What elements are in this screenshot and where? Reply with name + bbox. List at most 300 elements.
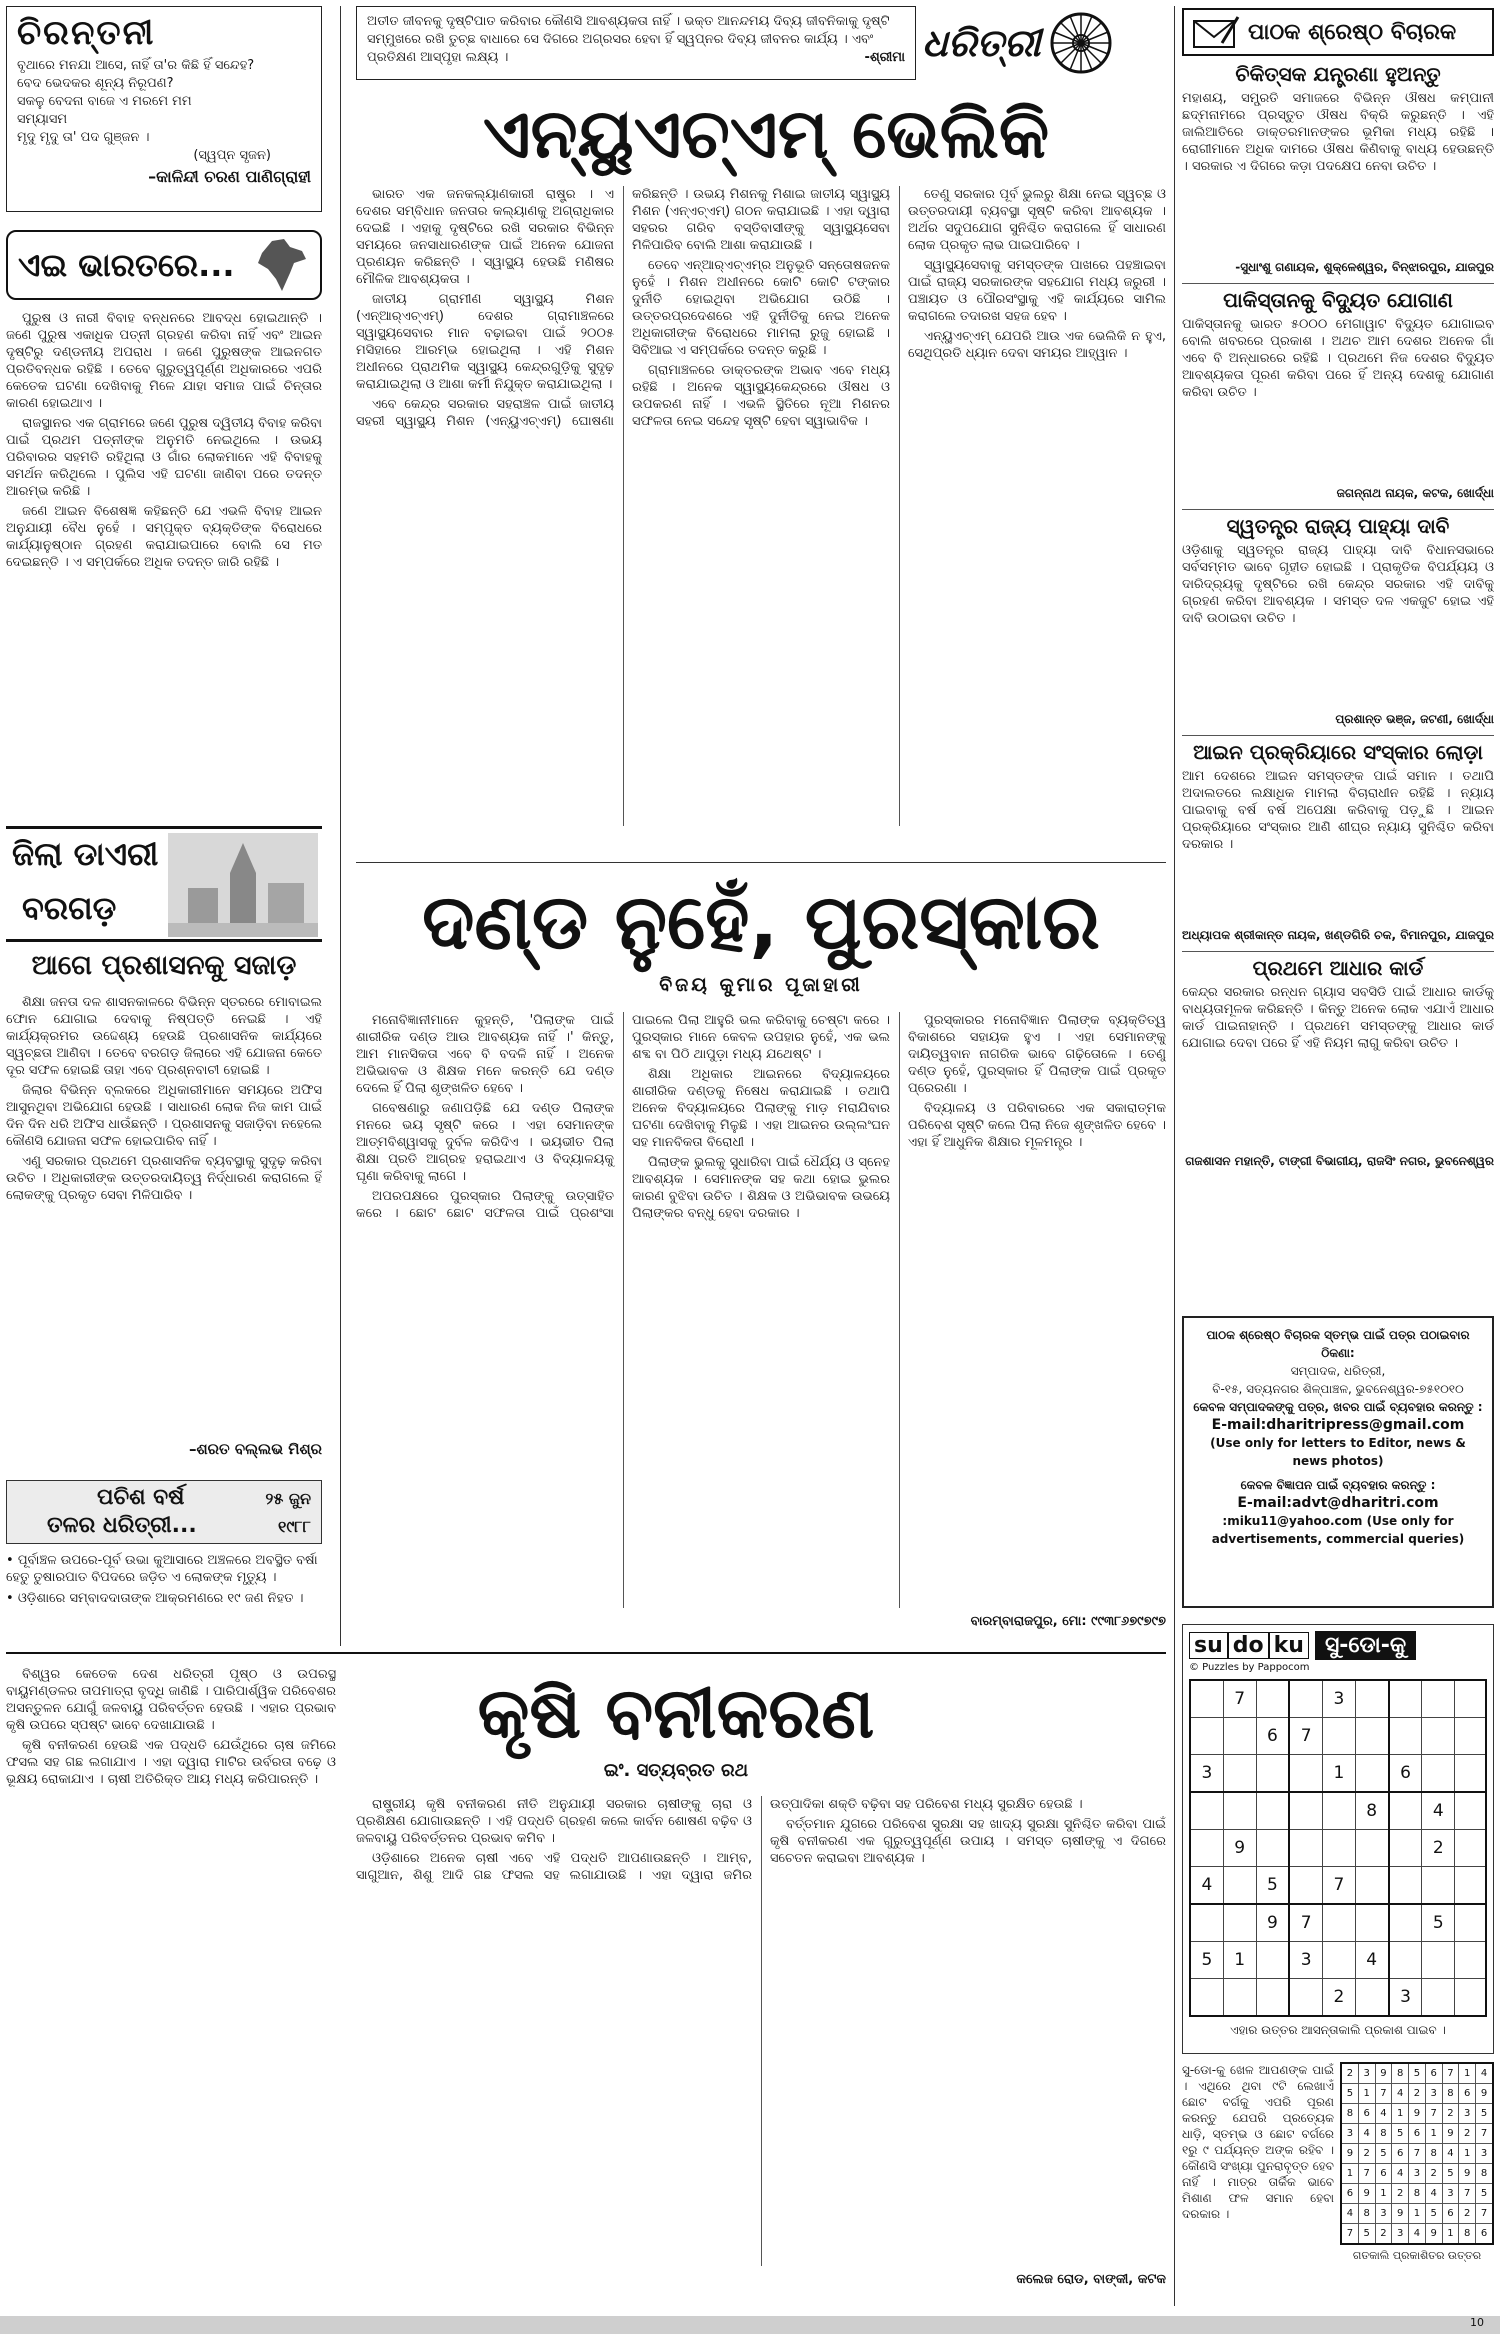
- solution-label: ଗତକାଲି ପ୍ରକାଶିତର ଉତ୍ତର: [1352, 2249, 1482, 2262]
- logo-text: ଧରିତ୍ରୀ: [922, 20, 1041, 65]
- paragraph: ଶିକ୍ଷା ଅଧିକାର ଆଇନରେ ବିଦ୍ୟାଳୟରେ ଶାରୀରିକ ଦଣ୍ଡକୁ ନିଷେଧ କରାଯାଇଛି । ତଥାପି ଅନେକ ବିଦ୍ୟାଳୟରେ ପିଲାଙ୍କୁ ମାଡ଼ ମରାଯିବାର ଘଟଣା ଦେଖିବାକୁ ମିଳୁଛି । ଏହା ଆଇନର ଉଲ୍ଲଂଘନ ସହ ମାନବିକତା ବିରୋଧୀ ।: [632, 1067, 890, 1150]
- letter-item: [1182, 62, 1494, 275]
- address-line: ବି-୧୫, ସତ୍ୟନଗର ଶିଳ୍ପାଞ୍ଚଳ, ଭୁବନେଶ୍ୱର-୭୫୧୦୧୦: [1212, 1382, 1464, 1396]
- solution-cell: 6: [1459, 2084, 1476, 2104]
- sudoku-cell: [1190, 1979, 1223, 2017]
- solution-cell: 8: [1442, 2084, 1459, 2104]
- sudoku-cell: 4: [1422, 1792, 1455, 1830]
- sudoku-cell: 6: [1256, 1718, 1289, 1755]
- solution-cell: 3: [1442, 2184, 1459, 2204]
- solution-cell: 2: [1409, 2084, 1426, 2104]
- poem-line: ବୃଥାରେ ମନଯା ଆସେ, ନାହିଁ ତା'ର କିଛି ହିଁ ସନ୍ଦେହ?: [17, 58, 255, 73]
- pachisa-year: ୧୯୮୮: [278, 1517, 311, 1536]
- sudoku-header: [1189, 1631, 1487, 1660]
- sudoku-cell: [1190, 1904, 1223, 1942]
- solution-cell: 2: [1459, 2124, 1476, 2144]
- solution-cell: 7: [1459, 2184, 1476, 2204]
- danda-author: ବିଜୟ କୁମାର ପୂଜାହାରୀ: [659, 974, 863, 996]
- solution-cell: 8: [1459, 2224, 1476, 2245]
- sudoku-cell: [1455, 1755, 1486, 1793]
- sudoku-cell: [1422, 1979, 1455, 2017]
- solution-cell: 4: [1392, 2084, 1409, 2104]
- solution-cell: 7: [1358, 2164, 1375, 2184]
- address-line: ସମ୍ପାଦକ, ଧରିତ୍ରୀ,: [1290, 1364, 1386, 1378]
- sudoku-cell: [1323, 1830, 1356, 1867]
- solution-cell: 7: [1476, 2124, 1493, 2144]
- solution-cell: 9: [1409, 2104, 1426, 2124]
- sudoku-cell: [1223, 1867, 1256, 1905]
- sudoku-logo-part: do: [1228, 1632, 1269, 1659]
- sudoku-cell: 9: [1223, 1830, 1256, 1867]
- pachisa-banner: [6, 1480, 322, 1544]
- bullet-item: • ଓଡ଼ିଶାରେ ସମ୍ବାଦଦାତାଙ୍କ ଆକ୍ରମଣରେ ୧୯ ଜଣ ନିହତ ।: [6, 1591, 304, 1606]
- zilla-diary-title: ଜିଲା ଡାଏରୀ: [12, 835, 159, 873]
- sudoku-cell: [1355, 1979, 1388, 2017]
- pachisa-date: ୨୫ ଜୁନ: [265, 1489, 311, 1508]
- sudoku-cell: [1223, 1792, 1256, 1830]
- sudoku-cell: [1389, 1904, 1422, 1942]
- paragraph: ଓଡ଼ିଶାରେ ଅନେକ ଚାଷୀ ଏବେ ଏହି ପଦ୍ଧତି ଆପଣାଉଛନ୍ତି । ଆମ୍ବ, ସାଗୁଆନ, ଶିଶୁ ଆଦି ଗଛ ଫସଲ ସହ ଲଗାଯାଉଛି । ଏହା ଦ୍ୱାରା ଜମିର ଉତ୍ପାଦିକା ଶକ୍ତି ବଢ଼ିବା ସହ ପରିବେଶ ମଧ୍ୟ ସୁରକ୍ଷିତ ହେଉଛି ।: [356, 1797, 1083, 1883]
- sudoku-cell: [1190, 1830, 1223, 1867]
- solution-cell: 9: [1425, 2224, 1442, 2245]
- paragraph: ଭାରତ ଏକ ଜନକଲ୍ୟାଣକାରୀ ରାଷ୍ଟ୍ର । ଏ ଦେଶର ସମ୍ବିଧାନ ଜନତାର କଲ୍ୟାଣକୁ ଅଗ୍ରାଧିକାର ଦେଇଛି । ଏହାକୁ ଦୃଷ୍ଟିରେ ରଖି ସରକାର ବିଭିନ୍ନ ସମୟରେ ଜନସାଧାରଣଙ୍କ ପାଇଁ ଅନେକ ଯୋଜନା ପ୍ରଣୟନ କରିଛନ୍ତି । ସ୍ୱାସ୍ଥ୍ୟ ହେଉଛି ମଣିଷର ମୌଳିକ ଆବଶ୍ୟକତା ।: [356, 187, 614, 287]
- bottom-band: [0, 2316, 1500, 2334]
- poem-line: ବେଦ ଭେଦକର ଶୂନ୍ୟ ନିରୂପଣ?: [17, 76, 174, 91]
- sudoku-cell: [1223, 1718, 1256, 1755]
- sudoku-cell: [1455, 1942, 1486, 1979]
- paragraph: ଏନ୍‌ୟୁଏଚ୍‌ଏମ୍ ଯେପରି ଆଉ ଏକ ଭେଲିକି ନ ହୁଏ, ସେଥିପ୍ରତି ଧ୍ୟାନ ଦେବା ସମୟର ଆହ୍ୱାନ ।: [908, 329, 1166, 361]
- sudoku-note: ଏହାର ଉତ୍ତର ଆସନ୍ତାକାଲି ପ୍ରକାଶ ପାଇବ ।: [1230, 2023, 1446, 2037]
- solution-cell: 2: [1442, 2104, 1459, 2124]
- sudoku-cell: [1455, 1792, 1486, 1830]
- paragraph: କୃଷି ବନୀକରଣ ହେଉଛି ଏକ ପଦ୍ଧତି ଯେଉଁଥିରେ ଚାଷ ଜମିରେ ଫସଲ ସହ ଗଛ ଲଗାଯାଏ । ଏହା ଦ୍ୱାରା ମାଟିର ଉର୍ବରତା ବଢ଼େ ଓ ଭୂକ୍ଷୟ ରୋକାଯାଏ । ଚାଷୀ ଅତିରିକ୍ତ ଆୟ ମଧ୍ୟ କରିପାରନ୍ତି ।: [6, 1738, 336, 1787]
- section-rule: [356, 862, 1166, 863]
- grid-row: [1190, 1792, 1486, 1830]
- sudoku-cell: [1455, 1680, 1486, 1718]
- sudoku-cell: 4: [1355, 1942, 1388, 1979]
- solution-cell: 3: [1392, 2224, 1409, 2245]
- solution-cell: 5: [1476, 2104, 1493, 2124]
- grid-row: [1341, 2124, 1493, 2144]
- sudoku-box: [1182, 1624, 1494, 2054]
- sudoku-cell: [1190, 1718, 1223, 1755]
- pathaka-title: ପାଠକ ଶ୍ରେଷ୍ଠ ବିଚାରକ: [1248, 19, 1457, 45]
- solution-cell: 8: [1358, 2204, 1375, 2224]
- letter-headline: ଆଇନ ପ୍ରକ୍ରିୟାରେ ସଂସ୍କାର ଲୋଡ଼ା: [1193, 740, 1483, 764]
- danda-body: [356, 1012, 1166, 1608]
- solution-cell: 3: [1358, 2063, 1375, 2084]
- grid-row: [1190, 1867, 1486, 1905]
- zilla-diary-banner: [6, 826, 322, 942]
- editor-email[interactable]: E-mail:dharitripress@gmail.com: [1211, 1417, 1465, 1433]
- solution-cell: 8: [1476, 2164, 1493, 2184]
- sudoku-cell: [1355, 1718, 1388, 1755]
- solution-cell: 1: [1375, 2184, 1392, 2204]
- solution-cell: 7: [1442, 2063, 1459, 2084]
- advt-email-alt[interactable]: :miku11@yahoo.com (Use only for: [1222, 1514, 1454, 1528]
- sudoku-cell: [1422, 1867, 1455, 1905]
- sudoku-cell: 4: [1190, 1867, 1223, 1905]
- krushi-author: ଇଂ. ସତ୍ୟବ୍ରତ ରଥ: [603, 1760, 749, 1781]
- sudoku-cell: 2: [1323, 1979, 1356, 2017]
- solution-cell: 7: [1375, 2084, 1392, 2104]
- sudoku-cell: 7: [1289, 1904, 1322, 1942]
- pathaka-banner: [1182, 8, 1494, 56]
- grid-row: [1341, 2184, 1493, 2204]
- danda-headline: ଦଣ୍ଡ ନୁହେଁ, ପୁରସ୍କାର: [422, 877, 1100, 966]
- ei-bharatare-banner: [6, 230, 322, 300]
- solution-cell: 7: [1341, 2224, 1358, 2245]
- sudoku-cell: [1289, 1867, 1322, 1905]
- paragraph: ବର୍ତ୍ତମାନ ଯୁଗରେ ପରିବେଶ ସୁରକ୍ଷା ସହ ଖାଦ୍ୟ ସୁରକ୍ଷା ସୁନିଶ୍ଚିତ କରିବା ପାଇଁ କୃଷି ବନୀକରଣ ଏକ ଗୁରୁତ୍ୱପୂର୍ଣ୍ଣ ଉପାୟ । ସମସ୍ତ ଚାଷୀଙ୍କୁ ଏ ଦିଗରେ ସଚେତନ କରାଇବା ଆବଶ୍ୟକ ।: [770, 1817, 1166, 1866]
- solution-cell: 6: [1442, 2204, 1459, 2224]
- paragraph: ତେଣୁ ସରକାର ପୂର୍ବ ଭୁଲରୁ ଶିକ୍ଷା ନେଇ ସ୍ୱଚ୍ଛ ଓ ଉତ୍ତରଦାୟୀ ବ୍ୟବସ୍ଥା ସୃଷ୍ଟି କରିବା ଆବଶ୍ୟକ । ଅର୍ଥର ସଦୁପଯୋଗ ସୁନିଶ୍ଚିତ କରାଗଲେ ହିଁ ସାଧାରଣ ଲୋକ ପ୍ରକୃତ ଲାଭ ପାଇପାରିବେ ।: [908, 187, 1166, 253]
- paragraph: ଏଣୁ ସରକାର ପ୍ରଥମେ ପ୍ରଶାସନିକ ବ୍ୟବସ୍ଥାକୁ ସୁଦୃଢ଼ କରିବା ଉଚିତ । ଅଧିକାରୀଙ୍କ ଉତ୍ତରଦାୟିତ୍ୱ ନିର୍ଦ୍ଧାରଣ କରାଗଲେ ହିଁ ଲୋକଙ୍କୁ ପ୍ରକୃତ ସେବା ମିଳିପାରିବ ।: [6, 1154, 322, 1203]
- paragraph: ଏବେ କେନ୍ଦ୍ର ସରକାର ସହରାଞ୍ଚଳ ପାଇଁ ଜାତୀୟ ସହରୀ ସ୍ୱାସ୍ଥ୍ୟ ମିଶନ (ଏନ୍‌ୟୁଏଚ୍‌ଏମ୍) ଘୋଷଣା କରିଛନ୍ତି । ଉଭୟ ମିଶନକୁ ମିଶାଇ ଜାତୀୟ ସ୍ୱାସ୍ଥ୍ୟ ମିଶନ (ଏନ୍‌ଏଚ୍‌ଏମ୍) ଗଠନ କରାଯାଇଛି । ଏହା ଦ୍ୱାରା ସହରର ଗରିବ ବସ୍ତିବାସୀଙ୍କୁ ସ୍ୱାସ୍ଥ୍ୟସେବା ମିଳିପାରିବ ବୋଲି ଆଶା କରାଯାଉଛି ।: [356, 187, 890, 429]
- pachisa-bullets: [6, 1552, 322, 1642]
- sudoku-cell: [1256, 1942, 1289, 1979]
- letter-item: [1182, 735, 1494, 943]
- paragraph: ରାଜସ୍ଥାନର ଏକ ଗ୍ରାମରେ ଜଣେ ପୁରୁଷ ଦ୍ୱିତୀୟ ବିବାହ କରିବା ପାଇଁ ପ୍ରଥମ ପତ୍ନୀଙ୍କ ଅନୁମତି ନେଇଥିଲେ । ଉଭୟ ପରିବାରର ସହମତି ରହିଥିଲା ଓ ଗାଁର ଲୋକମାନେ ଏହି ବିବାହକୁ ସମର୍ଥନ କରିଥିଲେ । ପୁଲିସ ଏହି ଘଟଣା ଜାଣିବା ପରେ ତଦନ୍ତ ଆରମ୍ଭ କରିଛି ।: [6, 416, 322, 499]
- grid-row: [1190, 1979, 1486, 2017]
- chakra-wheel-icon: [1049, 11, 1113, 75]
- grid-row: [1190, 1755, 1486, 1793]
- main-headline: ଏନ୍‌ୟୁଏଚ୍‌ଏମ୍ ଭେଲିକି: [482, 95, 1050, 174]
- quote-author: -ଶ୍ରୀମା: [864, 50, 905, 65]
- paragraph: ପୁରସ୍କାରର ମନୋବିଜ୍ଞାନ ପିଲାଙ୍କ ବ୍ୟକ୍ତିତ୍ୱ ବିକାଶରେ ସହାୟକ ହୁଏ । ଏହା ସେମାନଙ୍କୁ ଦାୟିତ୍ୱବାନ ନାଗରିକ ଭାବେ ଗଢ଼ିତୋଳେ । ତେଣୁ ଦଣ୍ଡ ନୁହେଁ, ପୁରସ୍କାର ହିଁ ପିଲାଙ୍କ ପାଇଁ ପ୍ରକୃତ ପ୍ରେରଣା ।: [908, 1013, 1166, 1096]
- solution-cell: 3: [1341, 2124, 1358, 2144]
- grid-row: [1190, 1904, 1486, 1942]
- grid-row: [1190, 1830, 1486, 1867]
- solution-cell: 2: [1358, 2144, 1375, 2164]
- grid-row: [1341, 2224, 1493, 2245]
- solution-cell: 6: [1425, 2063, 1442, 2084]
- sudoku-logo: [1189, 1632, 1309, 1659]
- letter-item: [1182, 283, 1494, 501]
- solution-cell: 1: [1392, 2104, 1409, 2124]
- bullet-item: • ପୂର୍ବାଞ୍ଚଳ ଉପରେ-ପୂର୍ବ ଉଭା କୁଆସାରେ ଅଞ୍ଚଳରେ ଅବସ୍ଥିତ ବର୍ଷା ହେତୁ ତୁଷାରପାତ ବିପଦରେ ଜଡ଼ିତ ଏ ଲୋକଙ୍କ ମୃତ୍ୟୁ ।: [6, 1553, 318, 1585]
- solution-cell: 8: [1425, 2144, 1442, 2164]
- solution-cell: 9: [1358, 2184, 1375, 2204]
- solution-grid: [1340, 2062, 1494, 2245]
- sudoku-cell: 1: [1223, 1942, 1256, 1979]
- solution-cell: 4: [1341, 2204, 1358, 2224]
- sudoku-cell: [1355, 1680, 1388, 1718]
- sudoku-cell: [1389, 1718, 1422, 1755]
- sudoku-cell: [1389, 1942, 1422, 1979]
- letter-headline: ପାକିସ୍ତାନକୁ ବିଦ୍ୟୁତ ଯୋଗାଣ: [1223, 288, 1453, 312]
- paragraph: ଜଣେ ଆଇନ ବିଶେଷଜ୍ଞ କହିଛନ୍ତି ଯେ ଏଭଳି ବିବାହ ଆଇନ ଅନୁଯାୟୀ ବୈଧ ନୁହେଁ । ସମ୍ପୃକ୍ତ ବ୍ୟକ୍ତିଙ୍କ ବିରୋଧରେ କାର୍ଯ୍ୟାନୁଷ୍ଠାନ ଗ୍ରହଣ କରାଯାଇପାରେ ବୋଲି ସେ ମତ ଦେଇଛନ୍ତି । ଏ ସମ୍ପର୍କରେ ଅଧିକ ତଦନ୍ତ ଜାରି ରହିଛି ।: [6, 504, 322, 570]
- solution-cell: 9: [1442, 2124, 1459, 2144]
- solution-cell: 1: [1459, 2144, 1476, 2164]
- poem-sub-credit: (ସ୍ୱପ୍ନ ସୃଜନ): [193, 148, 271, 163]
- address-note: advertisements, commercial queries): [1211, 1532, 1465, 1546]
- sudoku-cell: [1256, 1979, 1289, 2017]
- solution-cell: 6: [1358, 2104, 1375, 2124]
- poem-line: ମୃଦୁ ମୃଦୁ ତା' ପଦ ଗୁଞ୍ଜନ ।: [17, 130, 150, 145]
- solution-cell: 5: [1341, 2084, 1358, 2104]
- letter-headline: ସ୍ୱତନ୍ତ୍ର ରାଜ୍ୟ ପାହ୍ୟା ଦାବି: [1226, 514, 1450, 538]
- paragraph: ଜିଲାର ବିଭିନ୍ନ ବ୍ଲକରେ ଅଧିକାରୀମାନେ ସମୟରେ ଅଫିସ ଆସୁନଥିବା ଅଭିଯୋଗ ହେଉଛି । ସାଧାରଣ ଲୋକ ନିଜ କାମ ପାଇଁ ଦିନ ଦିନ ଧରି ଅଫିସ ଧାଉଁଛନ୍ତି । ପ୍ରଶାସନକୁ ସଜାଡ଼ିବା ନହେଲେ କୌଣସି ଯୋଜନା ସଫଳ ହୋଇପାରିବ ନାହିଁ ।: [6, 1083, 322, 1149]
- paragraph: ମନୋବିଜ୍ଞାନୀମାନେ କୁହନ୍ତି, 'ପିଲାଙ୍କ ପାଇଁ ଶାରୀରିକ ଦଣ୍ଡ ଆଉ ଆବଶ୍ୟକ ନାହିଁ ।' କିନ୍ତୁ, ଆମ ମାନସିକତା ଏବେ ବି ବଦଳି ନାହିଁ । ଅନେକ ଅଭିଭାବକ ଓ ଶିକ୍ଷକ ମନେ କରନ୍ତି ଯେ ଦଣ୍ଡ ଦେଲେ ହିଁ ପିଲା ଶୃଙ୍ଖଳିତ ହେବେ ।: [356, 1013, 614, 1096]
- grid-row: [1190, 1942, 1486, 1979]
- solution-cell: 1: [1409, 2204, 1426, 2224]
- chirantani-title: ଚିରନ୍ତନୀ: [17, 13, 156, 53]
- grid-row: [1341, 2063, 1493, 2084]
- solution-cell: 6: [1341, 2184, 1358, 2204]
- sudoku-solution: [1340, 2062, 1494, 2302]
- solution-cell: 5: [1476, 2184, 1493, 2204]
- solution-cell: 7: [1425, 2104, 1442, 2124]
- sudoku-cell: 5: [1256, 1867, 1289, 1905]
- page-number: 10: [1470, 2316, 1484, 2329]
- sudoku-cell: [1323, 1792, 1356, 1830]
- sudoku-logo-part: ku: [1269, 1632, 1309, 1659]
- sudoku-rules: ସୁ-ଡୋ-କୁ ଖେଳ ଆପଣଙ୍କ ପାଇଁ । ଏଥିରେ ଥିବା ୯ଟି ଲେଖାଏଁ ଛୋଟ ବର୍ଗକୁ ଏପରି ପୂରଣ କରନ୍ତୁ ଯେପରି ପ୍ରତ୍ୟେକ ଧାଡ଼ି, ସ୍ତମ୍ଭ ଓ ଛୋଟ ବର୍ଗରେ ୧ରୁ ୯ ପର୍ଯ୍ୟନ୍ତ ଅଙ୍କ ରହିବ । କୌଣସି ସଂଖ୍ୟା ପୁନରାବୃତ୍ତ ହେବ ନାହିଁ । ମାତ୍ର ତାର୍କିକ ଭାବେ ମିଶାଣ ଫଳ ସମାନ ହେବା ଦରକାର ।: [1182, 2063, 1334, 2221]
- column-rule: [1174, 6, 1175, 2306]
- sudoku-cell: [1455, 1979, 1486, 2017]
- grid-row: [1190, 1680, 1486, 1718]
- ei-bharatare-title: ଏଇ ଭାରତରେ...: [18, 245, 235, 284]
- pachisa-title-2: ତଳର ଧରିତ୍ରୀ...: [47, 1513, 197, 1538]
- solution-cell: 4: [1442, 2144, 1459, 2164]
- solution-cell: 6: [1476, 2224, 1493, 2245]
- solution-cell: 7: [1476, 2204, 1493, 2224]
- solution-cell: 3: [1425, 2084, 1442, 2104]
- letter-signature: ଗଜଶାସନ ମହାନ୍ତି, ଟାଙ୍ଗୀ ବିଭାଗୀୟ, ରାଜସିଂ ନଗର, ଭୁବନେଶ୍ୱର: [1185, 1154, 1494, 1168]
- sudoku-cell: 7: [1223, 1680, 1256, 1718]
- paragraph: ବିଦ୍ୟାଳୟ ଓ ପରିବାରରେ ଏକ ସକାରାତ୍ମକ ପରିବେଶ ସୃଷ୍ଟି କଲେ ପିଲା ନିଜେ ଶୃଙ୍ଖଳିତ ହେବେ । ଏହା ହିଁ ଆଧୁନିକ ଶିକ୍ଷାର ମୂଳମନ୍ତ୍ର ।: [908, 1101, 1166, 1150]
- letter-headline: ପ୍ରଥମେ ଆଧାର କାର୍ଡ: [1252, 956, 1424, 980]
- sudoku-cell: 2: [1422, 1830, 1455, 1867]
- paragraph: ଗ୍ରାମାଞ୍ଚଳରେ ଡାକ୍ତରଙ୍କ ଅଭାବ ଏବେ ମଧ୍ୟ ରହିଛି । ଅନେକ ସ୍ୱାସ୍ଥ୍ୟକେନ୍ଦ୍ରରେ ଔଷଧ ଓ ଉପକରଣ ନାହିଁ । ଏଭଳି ସ୍ଥିତିରେ ନୂଆ ମିଶନର ସଫଳତା ନେଇ ସନ୍ଦେହ ସୃଷ୍ଟି ହେବା ସ୍ୱାଭାବିକ ।: [632, 363, 890, 429]
- sudoku-cell: [1323, 1904, 1356, 1942]
- sudoku-cell: 5: [1422, 1904, 1455, 1942]
- solution-cell: 1: [1425, 2124, 1442, 2144]
- solution-cell: 8: [1409, 2184, 1426, 2204]
- sudoku-cell: [1223, 1979, 1256, 2017]
- solution-cell: 9: [1375, 2063, 1392, 2084]
- solution-cell: 6: [1392, 2144, 1409, 2164]
- sudoku-cell: [1355, 1867, 1388, 1905]
- sudoku-cell: [1256, 1792, 1289, 1830]
- sudoku-cell: [1389, 1792, 1422, 1830]
- solution-cell: 4: [1409, 2224, 1426, 2245]
- paragraph: ରାଷ୍ଟ୍ରୀୟ କୃଷି ବନୀକରଣ ନୀତି ଅନୁଯାୟୀ ସରକାର ଚାଷୀଙ୍କୁ ଚାରା ଓ ପ୍ରଶିକ୍ଷଣ ଯୋଗାଉଛନ୍ତି । ଏହି ପଦ୍ଧତି ଗ୍ରହଣ କଲେ କାର୍ବନ ଶୋଷଣ ବଢ଼ିବ ଓ ଜଳବାୟୁ ପରିବର୍ତ୍ତନର ପ୍ରଭାବ କମିବ ।: [356, 1797, 752, 1846]
- paragraph: ପୁରୁଷ ଓ ନାରୀ ବିବାହ ବନ୍ଧନରେ ଆବଦ୍ଧ ହୋଇଥାନ୍ତି । ଜଣେ ପୁରୁଷ ଏକାଧିକ ପତ୍ନୀ ଗ୍ରହଣ କରିବା ନାହିଁ ଏବଂ ଆଇନ ଦୃଷ୍ଟିରୁ ଦଣ୍ଡନୀୟ ଅପରାଧ । ଜଣେ ପୁରୁଷଙ୍କ ଆଇନଗତ ପ୍ରତିବନ୍ଧକ ରହିଛି । ତେବେ ଗୁରୁତ୍ୱପୂର୍ଣ୍ଣ ଅଧିକାରରେ ଏପରି କେତେକ ଘଟଣା ଦେଖିବାକୁ ମିଳେ ଯାହା ସମାଜ ପାଇଁ ଚିନ୍ତାର କାରଣ ହୋଇଥାଏ ।: [6, 311, 322, 411]
- sudoku-cell: 3: [1323, 1680, 1356, 1718]
- grid-row: [1190, 1718, 1486, 1755]
- letter-body: ଆମ ଦେଶରେ ଆଇନ ସମସ୍ତଙ୍କ ପାଇଁ ସମାନ । ତଥାପି ଅଦାଲତରେ ଲକ୍ଷାଧିକ ମାମଲା ବିଚାରାଧୀନ ରହିଛି । ନ୍ୟାୟ ପାଇବାକୁ ବର୍ଷ ବର୍ଷ ଅପେକ୍ଷା କରିବାକୁ ପଡ଼ୁଛି । ଆଇନ ପ୍ରକ୍ରିୟାରେ ସଂସ୍କାର ଆଣି ଶୀଘ୍ର ନ୍ୟାୟ ସୁନିଶ୍ଚିତ କରିବା ଦରକାର ।: [1182, 769, 1494, 852]
- paragraph: ପିଲାଙ୍କ ଭୁଲକୁ ସୁଧାରିବା ପାଇଁ ଧୈର୍ଯ୍ୟ ଓ ସ୍ନେହ ଆବଶ୍ୟକ । ସେମାନଙ୍କ ସହ କଥା ହୋଇ ଭୁଲର କାରଣ ବୁଝିବା ଉଚିତ । ଶିକ୍ଷକ ଓ ଅଭିଭାବକ ଉଭୟେ ପିଲାଙ୍କର ବନ୍ଧୁ ହେବା ଦରକାର ।: [632, 1155, 890, 1221]
- sudoku-credit: © Puzzles by Pappocom: [1189, 1662, 1310, 1673]
- sudoku-cell: [1422, 1680, 1455, 1718]
- letters-column: [1182, 62, 1494, 1308]
- krushi-headline: କୃଷି ବନୀକରଣ: [477, 1672, 875, 1754]
- solution-cell: 4: [1358, 2124, 1375, 2144]
- solution-cell: 2: [1425, 2164, 1442, 2184]
- letter-body: ପାକିସ୍ତାନକୁ ଭାରତ ୫୦୦୦ ମେଗାୱାଟ ବିଦ୍ୟୁତ ଯୋଗାଇବ ବୋଲି ଖବରରେ ପ୍ରକାଶ । ଅଥଚ ଆମ ଦେଶର ଅନେକ ଗାଁ ଏବେ ବି ଅନ୍ଧାରରେ ରହିଛି । ପ୍ରଥମେ ନିଜ ଦେଶର ବିଦ୍ୟୁତ ଆବଶ୍ୟକତା ପୂରଣ କରିବା ପରେ ହିଁ ଅନ୍ୟ ଦେଶକୁ ଯୋଗାଣ କରିବା ଉଚିତ ।: [1182, 317, 1494, 400]
- sudoku-cell: [1289, 1830, 1322, 1867]
- krushi-address: କଲେଜ ରୋଡ, ବାଙ୍କୀ, କଟକ: [1016, 2272, 1166, 2287]
- sudoku-cell: [1389, 1680, 1422, 1718]
- sudoku-cell: [1389, 1830, 1422, 1867]
- letter-headline: ଚିକିତ୍ସକ ଯନ୍ତ୍ରଣା ହୁଅନ୍ତୁ: [1235, 62, 1441, 86]
- chirantani-box: [6, 6, 322, 212]
- ei-bharatare-body: [6, 310, 322, 750]
- paragraph: ଶିକ୍ଷା ଜନତା ଦଳ ଶାସନକାଳରେ ବିଭିନ୍ନ ସ୍ତରରେ ମୋବାଇଲ ଫୋନ ଯୋଗାଇ ଦେବାକୁ ନିଷ୍ପତ୍ତି ନେଇଛି । ଏହି କାର୍ଯ୍ୟକ୍ରମର ଉଦ୍ଦେଶ୍ୟ ହେଉଛି ପ୍ରଶାସନିକ କାର୍ଯ୍ୟରେ ସ୍ୱଚ୍ଛତା ଆଣିବା । ତେବେ ବରଗଡ଼ ଜିଲାରେ ଏହି ଯୋଜନା କେତେ ଦୂର ସଫଳ ହୋଇଛି ତାହା ଏବେ ପ୍ରଶ୍ନବାଚୀ ହୋଇଛି ।: [6, 995, 322, 1078]
- sudoku-cell: [1256, 1755, 1289, 1793]
- sudoku-cell: 3: [1190, 1755, 1223, 1793]
- sudoku-cell: [1455, 1867, 1486, 1905]
- sudoku-cell: [1455, 1904, 1486, 1942]
- solution-cell: 3: [1459, 2104, 1476, 2124]
- sudoku-grid: [1189, 1679, 1487, 2017]
- quote-text: ଅତୀତ ଜୀବନକୁ ଦୃଷ୍ଟିପାତ କରିବାର କୌଣସି ଆବଶ୍ୟକତା ନାହିଁ । ଭକ୍ତ ଆନନ୍ଦମୟ ଦିବ୍ୟ ଜୀବନିକାକୁ ଦୃଷ୍ଟି ସମ୍ମୁଖରେ ରଖି ତୁଚ୍ଛ ବାଧାରେ ସେ ଦିଗରେ ଅଗ୍ରସର ହେବା ହିଁ ସ୍ୱପ୍ନର ଦିବ୍ୟ ଜୀବନର କାର୍ଯ୍ୟ । ଏବଂ ପ୍ରତିକ୍ଷଣ ଆସ୍ପୃହା ଲକ୍ଷ୍ୟ ।: [367, 14, 890, 65]
- india-map-icon: [250, 237, 310, 293]
- chirantani-poem: [17, 57, 311, 165]
- solution-cell: 6: [1409, 2124, 1426, 2144]
- sudoku-cell: [1455, 1718, 1486, 1755]
- solution-cell: 3: [1375, 2204, 1392, 2224]
- sudoku-cell: [1223, 1755, 1256, 1793]
- grid-row: [1341, 2164, 1493, 2184]
- sudoku-cell: [1422, 1718, 1455, 1755]
- sudoku-cell: 3: [1289, 1942, 1322, 1979]
- sudoku-cell: [1323, 1718, 1356, 1755]
- zilla-diary-body: [6, 994, 322, 1434]
- solution-cell: 2: [1341, 2063, 1358, 2084]
- solution-cell: 1: [1341, 2164, 1358, 2184]
- sudoku-cell: 9: [1256, 1904, 1289, 1942]
- sudoku-logo-part: su: [1189, 1632, 1228, 1659]
- grid-row: [1341, 2204, 1493, 2224]
- solution-cell: 1: [1358, 2084, 1375, 2104]
- sudoku-cell: [1289, 1792, 1322, 1830]
- temple-image-icon: [168, 833, 318, 937]
- sudoku-cell: [1323, 1942, 1356, 1979]
- solution-cell: 3: [1476, 2144, 1493, 2164]
- paragraph: ଗବେଷଣାରୁ ଜଣାପଡ଼ିଛି ଯେ ଦଣ୍ଡ ପିଲାଙ୍କ ମନରେ ଭୟ ସୃଷ୍ଟି କରେ । ଏହା ସେମାନଙ୍କ ଆତ୍ମବିଶ୍ୱାସକୁ ଦୁର୍ବଳ କରିଦିଏ । ଭୟଭୀତ ପିଲା ଶିକ୍ଷା ପ୍ରତି ଆଗ୍ରହ ହରାଇଥାଏ ଓ ବିଦ୍ୟାଳୟକୁ ଘୃଣା କରିବାକୁ ଲାଗେ ।: [356, 1101, 614, 1184]
- letter-signature: ଅଧ୍ୟାପକ ଶ୍ରୀକାନ୍ତ ନାୟକ, ଖଣ୍ଡଗିରି ଚକ, ବିମାନପୁର, ଯାଜପୁର: [1182, 928, 1494, 942]
- zilla-diary-place: ବରଗଡ଼: [22, 889, 117, 927]
- sudoku-cell: 6: [1389, 1755, 1422, 1793]
- paragraph: ଅପରପକ୍ଷରେ ପୁରସ୍କାର ପିଲାଙ୍କୁ ଉତ୍ସାହିତ କରେ । ଛୋଟ ଛୋଟ ସଫଳତା ପାଇଁ ପ୍ରଶଂସା ପାଇଲେ ପିଲା ଆହୁରି ଭଲ କରିବାକୁ ଚେଷ୍ଟା କରେ । ପୁରସ୍କାର ମାନେ କେବଳ ଉପହାର ନୁହେଁ, ଏକ ଭଲ ଶବ୍ଦ ବା ପିଠି ଥାପୁଡ଼ା ମଧ୍ୟ ଯଥେଷ୍ଟ ।: [356, 1013, 890, 1221]
- poem-line: ସକଳୁ ବେଦନା ବାଜେ ଏ ମରମେ ମମ: [17, 94, 192, 109]
- sudoku-cell: [1256, 1830, 1289, 1867]
- solution-cell: 2: [1392, 2184, 1409, 2204]
- solution-cell: 4: [1425, 2184, 1442, 2204]
- grid-row: [1341, 2144, 1493, 2164]
- paragraph: ସ୍ୱାସ୍ଥ୍ୟସେବାକୁ ସମସ୍ତଙ୍କ ପାଖରେ ପହଞ୍ଚାଇବା ପାଇଁ ରାଜ୍ୟ ସରକାରଙ୍କ ସହଯୋଗ ମଧ୍ୟ ଜରୁରୀ । ପଞ୍ଚାୟତ ଓ ପୌରସଂସ୍ଥାକୁ ଏହି କାର୍ଯ୍ୟରେ ସାମିଲ କରାଗଲେ ତଦାରଖ ସହଜ ହେବ ।: [908, 258, 1166, 324]
- main-article-body: [356, 186, 1166, 826]
- sudoku-cell: [1289, 1979, 1322, 2017]
- solution-cell: 2: [1375, 2224, 1392, 2245]
- danda-address: ବାରମ୍ବାରାଜପୁର, ମୋ: ୯୯୩୮୬୭୯୭୯୭: [970, 1614, 1166, 1629]
- solution-cell: 3: [1409, 2164, 1426, 2184]
- letter-item: [1182, 509, 1494, 727]
- solution-cell: 5: [1409, 2063, 1426, 2084]
- letter-signature: ପ୍ରଶାନ୍ତ ଭଞ୍ଜ, ଜଟଣୀ, ଖୋର୍ଦ୍ଧା: [1335, 712, 1494, 726]
- letter-item: [1182, 951, 1494, 1169]
- poem-line: ସମ୍ୟାସମ: [17, 112, 68, 127]
- solution-cell: 5: [1358, 2224, 1375, 2245]
- sudoku-cell: 7: [1289, 1718, 1322, 1755]
- sudoku-cell: [1455, 1830, 1486, 1867]
- zilla-diary-author: –ଶରତ ବଲ୍ଲଭ ମିଶ୍ର: [188, 1440, 322, 1458]
- letter-signature: ଜଗନ୍ନାଥ ନାୟକ, କଟକ, ଖୋର୍ଦ୍ଧା: [1336, 486, 1494, 500]
- quote-box: [356, 6, 916, 80]
- envelope-pen-icon: [1192, 15, 1240, 49]
- sudoku-cell: [1223, 1904, 1256, 1942]
- pachisa-title-1: ପଚିଶ ବର୍ଷ: [97, 1485, 185, 1510]
- krushi-body-left: [6, 1666, 336, 2286]
- solution-cell: 8: [1392, 2063, 1409, 2084]
- sudoku-cell: 5: [1190, 1942, 1223, 1979]
- solution-cell: 5: [1425, 2204, 1442, 2224]
- solution-cell: 9: [1341, 2144, 1358, 2164]
- sudoku-cell: [1190, 1792, 1223, 1830]
- solution-cell: 4: [1476, 2063, 1493, 2084]
- sudoku-cell: [1289, 1755, 1322, 1793]
- sudoku-cell: [1422, 1942, 1455, 1979]
- address-line: ପାଠକ ଶ୍ରେଷ୍ଠ ବିଚାରକ ସ୍ତମ୍ଭ ପାଇଁ ପତ୍ର ପଠାଇବାର ଠିକଣା:: [1206, 1328, 1470, 1360]
- sudoku-cell: [1256, 1680, 1289, 1718]
- sudoku-cell: [1355, 1830, 1388, 1867]
- letter-signature: -ସୁଧାଂଶୁ ଗଣାୟକ, ଶୁକ୍ଳେଶ୍ୱର, ବିନ୍ଝାରପୁର, ଯାଜପୁର: [1235, 260, 1494, 274]
- sudoku-cell: [1289, 1680, 1322, 1718]
- paragraph: ବିଶ୍ୱର କେତେକ ଦେଶ ଧରିତ୍ରୀ ପୃଷ୍ଠ ଓ ଉପରସ୍ଥ ବାୟୁମଣ୍ଡଳର ତାପମାତ୍ରା ବୃଦ୍ଧି ଜାଣିଛି । ପାରିପାର୍ଶ୍ୱିକ ପରିବେଶର ଅସନ୍ତୁଳନ ଯୋଗୁଁ ଜଳବାୟୁ ପରିବର୍ତ୍ତନ ହେଉଛି । ଏହାର ପ୍ରଭାବ କୃଷି ଉପରେ ସ୍ପଷ୍ଟ ଭାବେ ଦେଖାଯାଉଛି ।: [6, 1667, 336, 1733]
- address-note: (Use only for letters to Editor, news & news photos): [1210, 1436, 1466, 1468]
- solution-cell: 5: [1442, 2164, 1459, 2184]
- sudoku-cell: [1355, 1904, 1388, 1942]
- grid-row: [1341, 2084, 1493, 2104]
- solution-cell: 4: [1375, 2104, 1392, 2124]
- letter-body: ଓଡ଼ିଶାକୁ ସ୍ୱତନ୍ତ୍ର ରାଜ୍ୟ ପାହ୍ୟା ଦାବି ବିଧାନସଭାରେ ସର୍ବସମ୍ମତ ଭାବେ ଗୃହୀତ ହୋଇଛି । ପ୍ରାକୃତିକ ବିପର୍ଯ୍ୟୟ ଓ ଦାରିଦ୍ର୍ୟକୁ ଦୃଷ୍ଟିରେ ରଖି କେନ୍ଦ୍ର ସରକାର ଏହି ଦାବିକୁ ଗ୍ରହଣ କରିବା ଆବଶ୍ୟକ । ସମସ୍ତ ଦଳ ଏକଜୁଟ ହୋଇ ଏହି ଦାବି ଉଠାଇବା ଉଚିତ ।: [1182, 543, 1494, 626]
- sudoku-cell: 7: [1323, 1867, 1356, 1905]
- sudoku-cell: 3: [1389, 1979, 1422, 2017]
- grid-row: [1341, 2104, 1493, 2124]
- solution-cell: 5: [1392, 2124, 1409, 2144]
- advt-email[interactable]: E-mail:advt@dharitri.com: [1237, 1495, 1439, 1511]
- solution-cell: 9: [1459, 2164, 1476, 2184]
- section-rule: [6, 1652, 1166, 1654]
- solution-cell: 9: [1392, 2204, 1409, 2224]
- sudoku-cell: 8: [1355, 1792, 1388, 1830]
- letter-body: ମହାଶୟ, ସମ୍ପ୍ରତି ସମାଜରେ ବିଭିନ୍ନ ଔଷଧ କମ୍ପାନୀ ଛଦ୍ମନାମରେ ପ୍ରସ୍ତୁତ ଔଷଧ ବିକ୍ରି କରୁଛନ୍ତି । ଏହି ଜାଲିଆତିରେ ଡାକ୍ତରମାନଙ୍କର ଭୂମିକା ମଧ୍ୟ ରହିଛି । ରୋଗୀମାନେ ଅଧିକ ଦାମରେ ଔଷଧ କିଣିବାକୁ ବାଧ୍ୟ ହେଉଛନ୍ତି । ସରକାର ଏ ଦିଗରେ କଡ଼ା ପଦକ୍ଷେପ ନେବା ଉଚିତ ।: [1182, 91, 1494, 174]
- sudoku-cell: [1355, 1755, 1388, 1793]
- paragraph: ତେବେ ଏନ୍‌ଆର୍‌ଏଚ୍‌ଏମ୍‌ର ଅନୁଭୂତି ସନ୍ତୋଷଜନକ ନୁହେଁ । ମିଶନ ଅଧୀନରେ କୋଟି କୋଟି ଟଙ୍କାର ଦୁର୍ନୀତି ହୋଇଥିବା ଅଭିଯୋଗ ଉଠିଛି । ଉତ୍ତରପ୍ରଦେଶରେ ଏହି ଦୁର୍ନୀତିକୁ ନେଇ ଅନେକ ଅଧିକାରୀଙ୍କ ବିରୋଧରେ ମାମଲା ରୁଜୁ ହୋଇଛି । ସିବିଆଇ ଏ ସମ୍ପର୍କରେ ତଦନ୍ତ କରୁଛି ।: [632, 258, 890, 358]
- solution-cell: 9: [1476, 2084, 1493, 2104]
- zilla-diary-headline: ଆଗେ ପ୍ରଶାସନକୁ ସଜାଡ଼: [31, 950, 297, 981]
- solution-cell: 8: [1341, 2104, 1358, 2124]
- solution-cell: 4: [1392, 2164, 1409, 2184]
- solution-cell: 8: [1375, 2124, 1392, 2144]
- address-line: କେବଳ ବିଜ୍ଞାପନ ପାଇଁ ବ୍ୟବହାର କରନ୍ତୁ :: [1240, 1478, 1436, 1492]
- solution-cell: 1: [1459, 2063, 1476, 2084]
- sudoku-title: ସୁ-ଡୋ-କୁ: [1315, 1631, 1416, 1660]
- column-rule: [340, 6, 341, 1646]
- sudoku-cell: 1: [1323, 1755, 1356, 1793]
- sudoku-cell: [1422, 1755, 1455, 1793]
- solution-cell: 1: [1442, 2224, 1459, 2245]
- solution-cell: 2: [1459, 2204, 1476, 2224]
- address-box: [1182, 1316, 1494, 1608]
- dharitri-logo: [922, 6, 1170, 80]
- paragraph: ଜାତୀୟ ଗ୍ରାମୀଣ ସ୍ୱାସ୍ଥ୍ୟ ମିଶନ (ଏନ୍‌ଆର୍‌ଏଚ୍‌ଏମ୍) ଦେଶର ଗ୍ରାମାଞ୍ଚଳରେ ସ୍ୱାସ୍ଥ୍ୟସେବାର ମାନ ବଢ଼ାଇବା ପାଇଁ ୨୦୦୫ ମସିହାରେ ଆରମ୍ଭ ହୋଇଥିଲା । ଏହି ମିଶନ ଅଧୀନରେ ପ୍ରାଥମିକ ସ୍ୱାସ୍ଥ୍ୟ କେନ୍ଦ୍ରଗୁଡ଼ିକୁ ସୁଦୃଢ଼ କରାଯାଇଥିଲା ଓ ଆଶା କର୍ମୀ ନିଯୁକ୍ତ କରାଯାଇଥିଲା ।: [356, 292, 614, 392]
- chirantani-author: –କାଳିନ୍ଦୀ ଚରଣ ପାଣିଗ୍ରାହୀ: [148, 167, 311, 186]
- solution-cell: 5: [1375, 2144, 1392, 2164]
